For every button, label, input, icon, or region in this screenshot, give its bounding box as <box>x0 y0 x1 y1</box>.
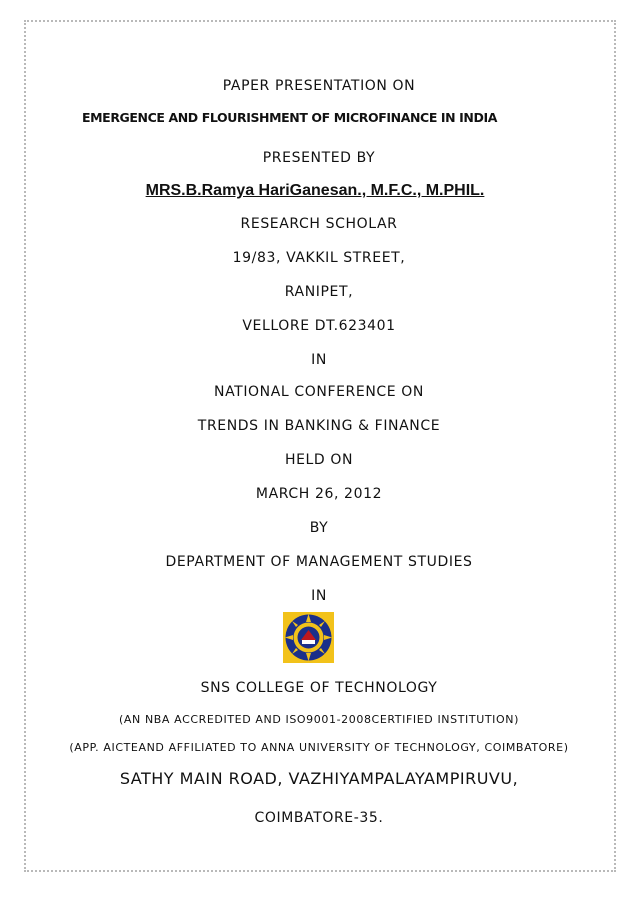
college-address-line2: COIMBATORE-35. <box>254 810 384 826</box>
address-district: VELLORE DT.623401 <box>242 318 396 334</box>
in-label-1: IN <box>311 352 327 368</box>
address-town: RANIPET, <box>284 284 354 300</box>
conference-theme: TRENDS IN BANKING & FINANCE <box>197 418 441 434</box>
presented-by-label: PRESENTED BY <box>262 150 376 166</box>
author-role: RESEARCH SCHOLAR <box>240 216 398 232</box>
presentation-label: PAPER PRESENTATION ON <box>222 78 416 94</box>
department-name: DEPARTMENT OF MANAGEMENT STUDIES <box>165 554 473 570</box>
by-label: BY <box>309 520 329 536</box>
conference-name: NATIONAL CONFERENCE ON <box>214 384 424 400</box>
in-label-2: IN <box>311 588 327 604</box>
college-emblem-icon <box>283 612 334 663</box>
college-accreditation: (AN NBA ACCREDITED AND ISO9001-2008CERTIFIED INSTITUTION) <box>119 713 519 726</box>
author-name: MRS.B.Ramya HariGanesan., M.F.C., M.PHIL. <box>145 182 485 199</box>
college-address-line1: SATHY MAIN ROAD, VAZHIYAMPALAYAMPIRUVU, <box>119 769 519 788</box>
held-on-label: HELD ON <box>284 452 354 468</box>
paper-title: EMERGENCE AND FLOURISHMENT OF MICROFINANCE IN INDIA <box>82 110 497 125</box>
college-name: SNS COLLEGE OF TECHNOLOGY <box>200 680 438 696</box>
conference-date: MARCH 26, 2012 <box>255 486 383 502</box>
address-street: 19/83, VAKKIL STREET, <box>232 250 406 266</box>
college-approval: (APP. AICTEAND AFFILIATED TO ANNA UNIVERSITY OF TECHNOLOGY, COIMBATORE) <box>69 741 569 754</box>
